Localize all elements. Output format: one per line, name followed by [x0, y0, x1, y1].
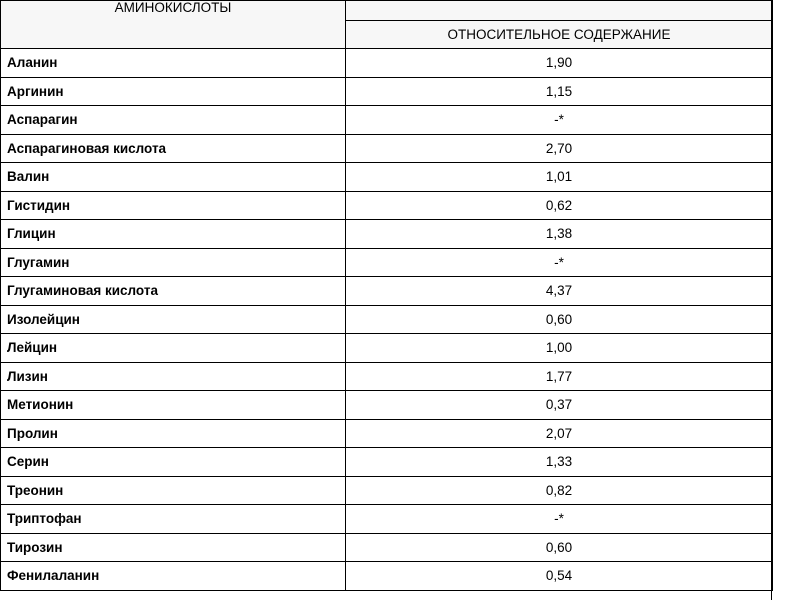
amino-acid-name: Валин [1, 163, 346, 192]
relative-content-value: -* [346, 248, 773, 277]
amino-acid-name: Метионин [1, 391, 346, 420]
table-row [1, 533, 773, 562]
amino-acid-name: Лейцин [1, 334, 346, 363]
amino-acid-name: Глугаминовая кислота [1, 277, 346, 306]
relative-content-value: -* [346, 505, 773, 534]
relative-content-value: 1,33 [346, 448, 773, 477]
table-row [1, 106, 773, 135]
table-row [1, 134, 773, 163]
amino-acid-name: Аспарагиновая кислота [1, 134, 346, 163]
amino-acid-name: Глицин [1, 220, 346, 249]
header-empty-cell [346, 1, 773, 21]
amino-acid-name: Глугамин [1, 248, 346, 277]
amino-acid-name: Гистидин [1, 191, 346, 220]
relative-content-value: 0,62 [346, 191, 773, 220]
relative-content-value: 0,37 [346, 391, 773, 420]
table-body [1, 49, 773, 591]
table-row [1, 277, 773, 306]
relative-content-value: 1,00 [346, 334, 773, 363]
amino-acid-name: Треонин [1, 476, 346, 505]
relative-content-value: 2,07 [346, 419, 773, 448]
relative-content-value: 1,90 [346, 49, 773, 78]
table-right-border [771, 0, 772, 600]
table-row [1, 248, 773, 277]
relative-content-value: 0,54 [346, 562, 773, 591]
table-row [1, 505, 773, 534]
relative-content-value: 4,37 [346, 277, 773, 306]
amino-acid-name: Лизин [1, 362, 346, 391]
amino-acid-name: Тирозин [1, 533, 346, 562]
table-row [1, 391, 773, 420]
relative-content-value: 0,82 [346, 476, 773, 505]
amino-acid-name: Триптофан [1, 505, 346, 534]
amino-acid-name: Серин [1, 448, 346, 477]
amino-acid-name: Изолейцин [1, 305, 346, 334]
relative-content-value: -* [346, 106, 773, 135]
table-row [1, 77, 773, 106]
table-row [1, 334, 773, 363]
table-row [1, 220, 773, 249]
table-row [1, 163, 773, 192]
header-amino-acids: АМИНОКИСЛОТЫ [1, 1, 346, 49]
relative-content-value: 2,70 [346, 134, 773, 163]
relative-content-value: 1,15 [346, 77, 773, 106]
table-row [1, 191, 773, 220]
amino-acid-name: Аланин [1, 49, 346, 78]
header-relative-content: ОТНОСИТЕЛЬНОЕ СОДЕРЖАНИЕ [346, 21, 773, 49]
table-row [1, 49, 773, 78]
table-row [1, 419, 773, 448]
table-row [1, 476, 773, 505]
relative-content-value: 1,38 [346, 220, 773, 249]
table-row [1, 562, 773, 591]
relative-content-value: 0,60 [346, 533, 773, 562]
amino-acid-name: Пролин [1, 419, 346, 448]
amino-acid-name: Аспарагин [1, 106, 346, 135]
relative-content-value: 1,01 [346, 163, 773, 192]
relative-content-value: 0,60 [346, 305, 773, 334]
relative-content-value: 1,77 [346, 362, 773, 391]
table-row [1, 448, 773, 477]
amino-acid-name: Фенилаланин [1, 562, 346, 591]
table-row [1, 362, 773, 391]
table-row [1, 305, 773, 334]
amino-acid-name: Аргинин [1, 77, 346, 106]
